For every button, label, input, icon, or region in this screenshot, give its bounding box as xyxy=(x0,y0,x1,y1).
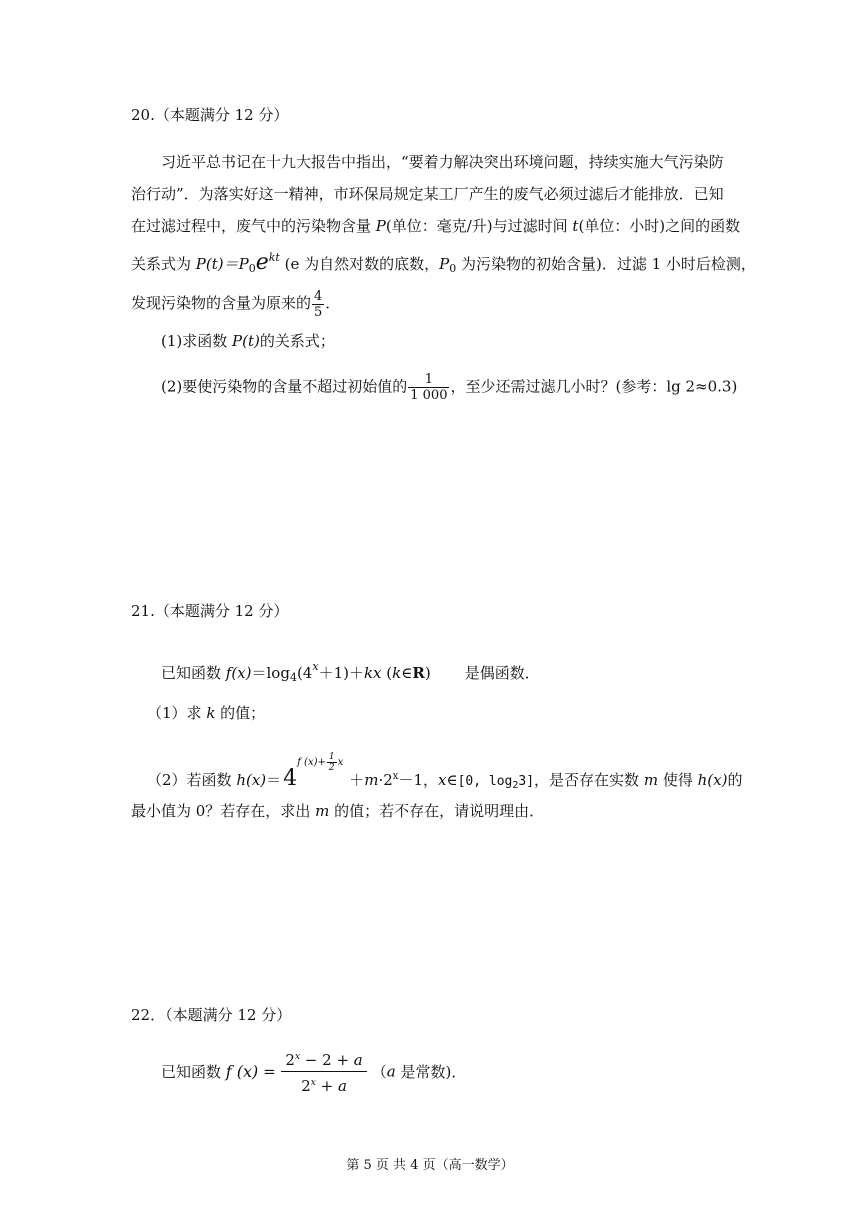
exponent: f (x)+ $\frac{1}{2}$ x xyxy=(297,752,344,773)
fraction-1-1000: $\frac{1}{1 000}$ xyxy=(410,372,448,403)
q21-statement: 已知函数 $f(x)=\log_4(4^x+1)+kx$ (k∈R) 是偶函数． xyxy=(161,660,540,684)
fraction-4-5: $\frac{4}{5}$ xyxy=(314,288,323,320)
q21-part-2-line-2: 最小值为 0？若存在，求出 m 的值；若不存在，请说明理由． xyxy=(131,802,545,820)
page-footer: 第 5 页 共 4 页（高一数学） xyxy=(346,1158,514,1173)
q20-line-2: 治行动”．为落实好这一精神，市环保局规定某工厂产生的废气必须过滤后才能排放．已知 xyxy=(131,185,724,203)
q21-header: 21.（本题满分 12 分） xyxy=(131,602,289,620)
q20-part-1: (1)求函数 P(t)的关系式； xyxy=(161,332,335,350)
q20-line-1: 习近平总书记在十九大报告中指出，“要着力解决突出环境问题，持续实施大气污染防 xyxy=(161,153,724,171)
q20-header: 20.（本题满分 12 分） xyxy=(131,106,289,124)
q20-part-2: (2)要使污染物的含量不超过初始值的 $\frac{1}{1 000}$ ，至少还需过滤几小时？(参考：lg 2≈0.3) xyxy=(161,372,738,403)
q20-line-4: 关系式为 $P(t)=P_0e^{kt}$ (e 为自然对数的底数，$P_0$ 为污染物的初始含量)．过滤 1 小时后检测， xyxy=(131,250,756,275)
fraction-f-x: $\frac{2^x - 2 + a}{2^x + a}$ xyxy=(281,1046,366,1097)
q21-part-1: （1）求 k 的值； xyxy=(147,704,266,722)
q20-line-5: 发现污染物的含量为原来的 $\frac{4}{5}$ ． xyxy=(131,288,341,320)
q20-body xyxy=(131,146,756,320)
q22-header: 22．（本题满分 12 分） xyxy=(131,1006,292,1024)
q22-statement: 已知函数 f (x) = $\frac{2^x - 2 + a}{2^x + a}$ （a 是常数)． xyxy=(161,1046,466,1097)
q20-line-3: 在过滤过程中，废气中的污染物含量 P(单位：毫克/升)与过滤时间 t(单位：小时)之间的函数 xyxy=(131,217,741,235)
q21-part-2-line-1: （2）若函数 h(x)＝4f (x)+ $\frac{1}{2}$ $x+m\cdot 2_x-1$，x∈[0, $\log_23$]，是否存在实数 m 使得 h(x)的 xyxy=(147,752,743,791)
